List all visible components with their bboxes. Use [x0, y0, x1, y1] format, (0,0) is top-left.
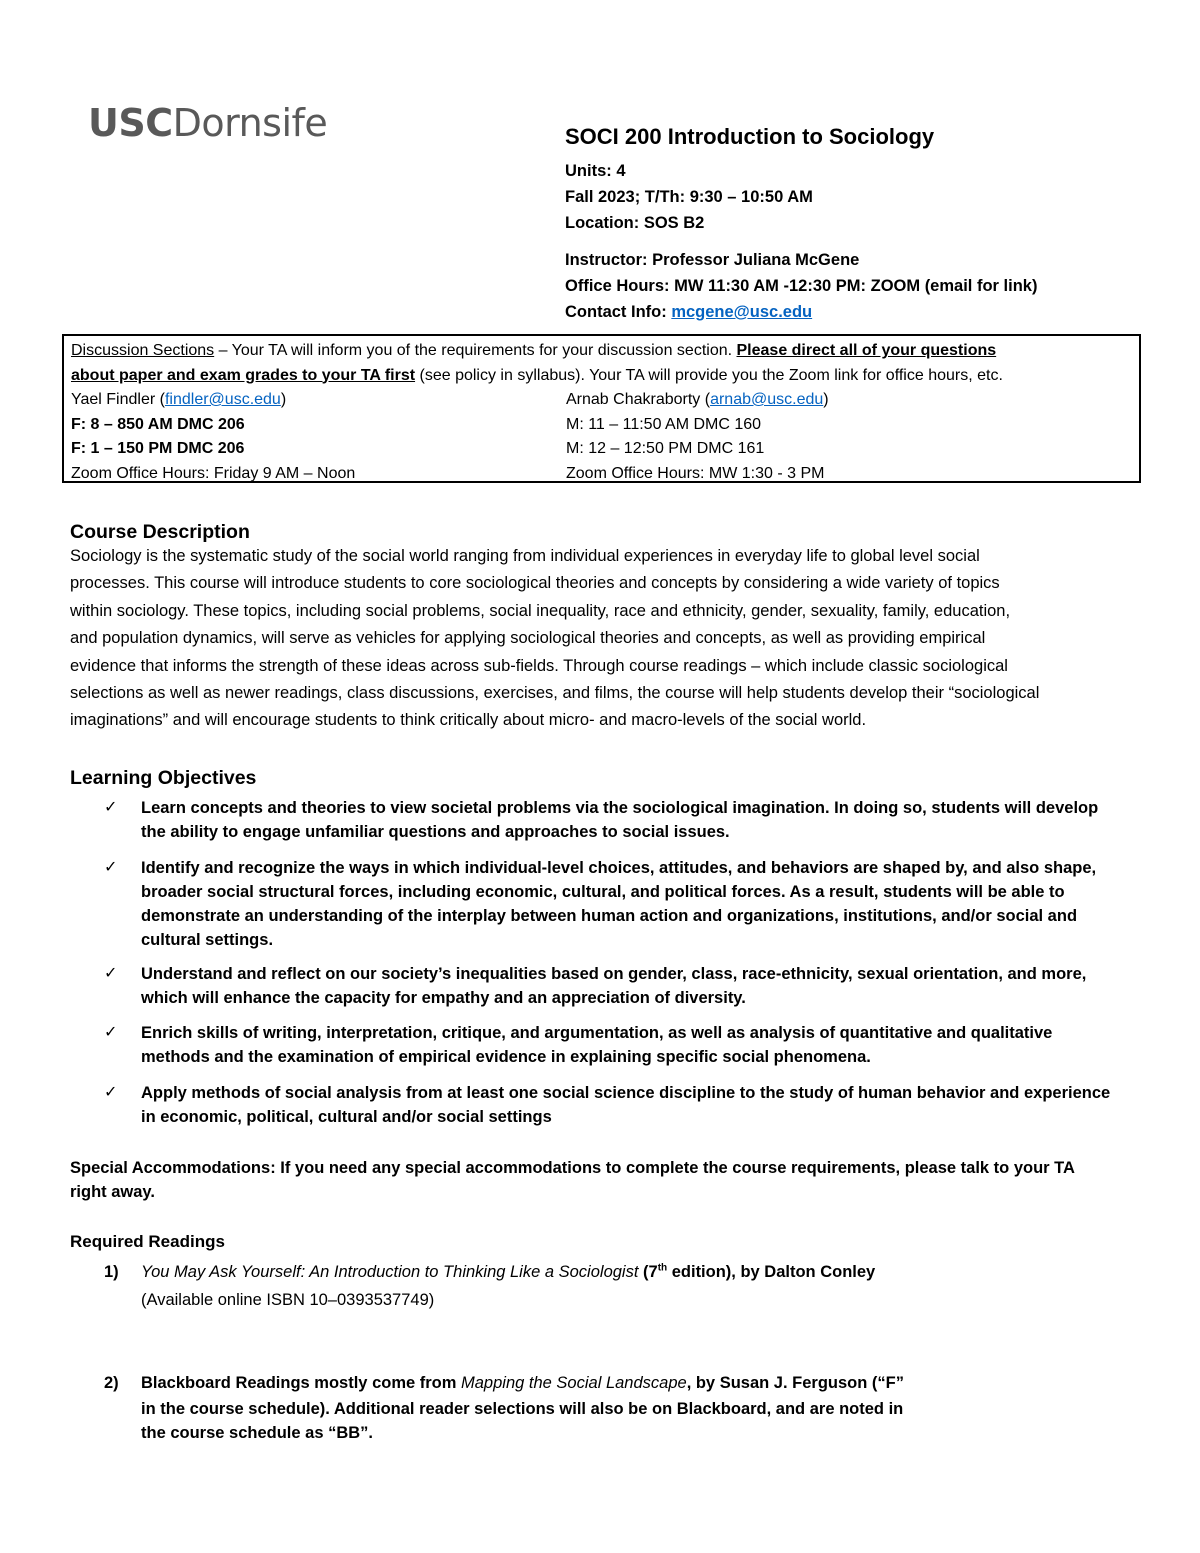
reading-item: 1) You May Ask Yourself: An Introduction to Thinking Like a Sociologist (7th edition), by Dalton Conley (Available online ISBN 10–0393537749)	[104, 1262, 876, 1309]
usc-dornsife-logo: USCDornsife	[88, 101, 328, 145]
objective-item: ✓ Apply methods of social analysis from at least one social science discipline to the study of human behavior and experience in economic, political, cultural and/or social settings	[104, 1081, 1134, 1129]
course-title: SOCI 200 Introduction to Sociology	[565, 124, 935, 149]
checkmark-icon: ✓	[104, 859, 118, 876]
discussion-sections-box: Discussion Sections – Your TA will inform you of the requirements for your discussion section. Please direct all of your questions about paper and exam grades to your TA first (see policy in syllabus). Your TA will provide you the Zoom link for office hours, etc. Yael Findler (findler@usc.edu) F: 8 – 850 AM DMC 206 F: 1 – 150 PM DMC 206 Zoom Office Hours: Friday 9 AM – Noon Arnab Chakraborty (arnab@usc.edu) M: 11 – 11:50 AM DMC 160 M: 12 – 12:50 PM DMC 161 Zoom Office Hours: MW 1:30 - 3 PM	[62, 334, 1141, 483]
course-instructor: Instructor: Professor Juliana McGene	[565, 251, 860, 269]
checkmark-icon: ✓	[104, 799, 118, 816]
objective-item: ✓ Enrich skills of writing, interpretation, critique, and argumentation, as well as analysis of quantitative and qualitative methods and the examination of empirical evidence in explaining specific social phenomena.	[104, 1021, 1134, 1069]
course-location: Location: SOS B2	[565, 214, 705, 232]
course-description-text: Sociology is the systematic study of the social world ranging from individual experiences in everyday life to global level social processes. This course will introduce students to core sociological theories and concepts by considering a wide variety of topics within sociology. These topics, including social problems, social inequality, race and ethnicity, gender, sexuality, family, education, and population dynamics, will serve as vehicles for applying sociological theories and concepts, as well as providing empirical evidence that informs the strength of these ideas across sub-fields. Through course readings – which include classic sociological selections as well as newer readings, class discussions, exercises, and films, the course will help students develop their “sociological imaginations” and will encourage students to think critically about micro- and macro-levels of the social world.	[70, 547, 1040, 730]
course-term: Fall 2023; T/Th: 9:30 – 10:50 AM	[565, 188, 813, 206]
objective-item: ✓ Learn concepts and theories to view societal problems via the sociological imagination. In doing so, students will develop the ability to engage unfamiliar questions and approaches to social issues.	[104, 796, 1134, 844]
course-units: Units: 4	[565, 162, 626, 180]
ta-email-link[interactable]: findler@usc.edu	[164, 391, 281, 408]
ta-findler: Yael Findler (findler@usc.edu) F: 8 – 850 AM DMC 206 F: 1 – 150 PM DMC 206 Zoom Office Hours: Friday 9 AM – Noon	[71, 391, 356, 482]
objective-item: ✓ Understand and reflect on our society’s inequalities based on gender, class, race-ethnicity, sexual orientation, and more, which will enhance the capacity for empathy and an appreciation of diversity.	[104, 962, 1134, 1010]
ta-email-link[interactable]: arnab@usc.edu	[710, 391, 824, 408]
special-accommodations: Special Accommodations: If you need any special accommodations to complete the course requirements, please talk to your TA right away.	[70, 1159, 1075, 1201]
objective-item: ✓ Identify and recognize the ways in which individual-level choices, attitudes, and behaviors are shaped by, and also shape, broader social structural forces, including economic, cultural, and political forces. As a result, students will be able to demonstrate an understanding of the interplay between human action and organizations, institutions, and/or social and cultural settings.	[104, 856, 1134, 952]
office-hours: Office Hours: MW 11:30 AM -12:30 PM: ZOOM (email for link)	[565, 277, 1038, 295]
contact-info: Contact Info: mcgene@usc.edu	[565, 303, 813, 321]
learning-objectives-heading: Learning Objectives	[70, 767, 257, 789]
discussion-sections-label: Discussion Sections	[71, 342, 215, 359]
reading-item: 2) Blackboard Readings mostly come from Mapping the Social Landscape, by Susan J. Ferguson (“F” in the course schedule). Additional reader selections will also be on Blackboard, and are noted in the course schedule as “BB”.	[104, 1374, 904, 1442]
course-header	[565, 122, 1165, 325]
ta-chakraborty: Arnab Chakraborty (arnab@usc.edu) M: 11 – 11:50 AM DMC 160 M: 12 – 12:50 PM DMC 161 Zoom Office Hours: MW 1:30 - 3 PM	[566, 391, 829, 482]
checkmark-icon: ✓	[104, 965, 118, 982]
checkmark-icon: ✓	[104, 1084, 118, 1101]
required-readings-heading: Required Readings	[70, 1232, 225, 1251]
course-description-heading: Course Description	[70, 521, 250, 543]
instructor-email-link[interactable]: mcgene@usc.edu	[671, 303, 813, 321]
checkmark-icon: ✓	[104, 1024, 118, 1041]
